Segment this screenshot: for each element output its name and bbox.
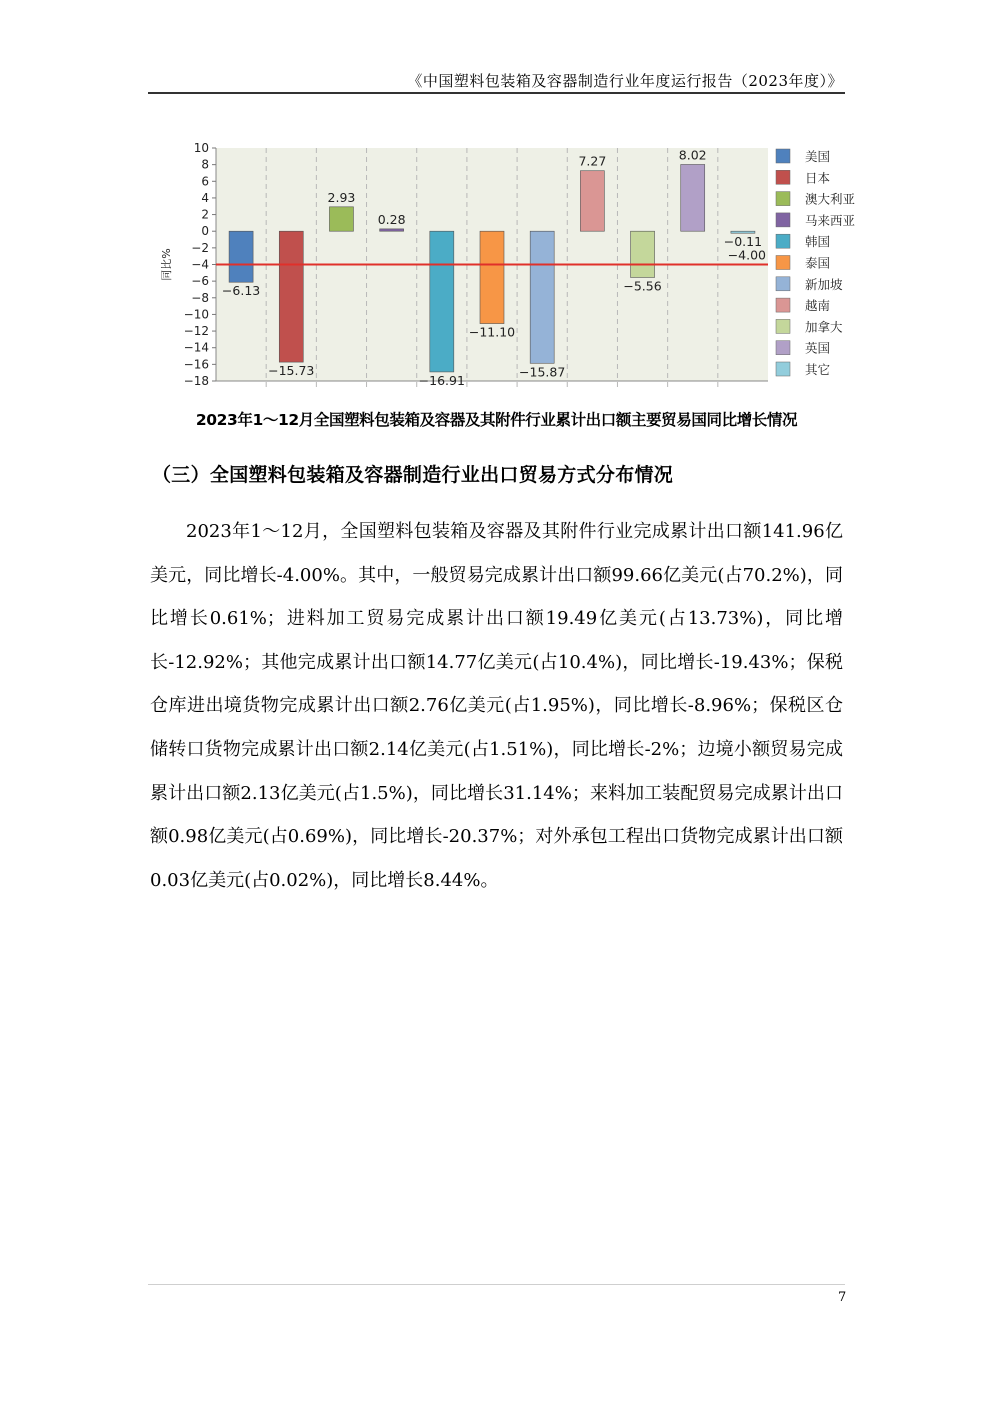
- body-paragraph: 2023年1～12月，全国塑料包装箱及容器及其附件行业完成累计出口额141.96亿美元，同比增长-4.00%。其中，一般贸易完成累计出口额99.66亿美元(占70.2%)，同比增长0.61%；进料加工贸易完成累计出口额19.49亿美元(占13.73%)，同比增长-12.92%；其他完成累计出口额14.77亿美元(占10.4%)，同比增长-19.43%；保税仓库进出境货物完成累计出口额2.76亿美元(占1.95%)，同比增长-8.96%；保税区仓储转口货物完成累计出口额2.14亿美元(占1.51%)，同比增长-2%；边境小额贸易完成累计出口额2.13亿美元(占1.5%)，同比增长31.14%；来料加工装配贸易完成累计出口额0.98亿美元(占0.69%)，同比增长-20.37%；对外承包工程出口货物完成累计出口额0.03亿美元(占0.02%)，同比增长8.44%。: [150, 521, 843, 891]
- legend-label: 泰国: [805, 255, 831, 271]
- legend-swatch: [776, 234, 790, 248]
- bar: [229, 231, 253, 282]
- bar: [480, 231, 504, 323]
- y-tick-label: 10: [193, 141, 209, 155]
- bar-value-label: 7.27: [578, 153, 607, 169]
- legend-label: 日本: [805, 170, 831, 186]
- y-tick-label: 6: [201, 174, 209, 189]
- legend-label: 马来西亚: [805, 212, 856, 228]
- footer-rule: [148, 1284, 845, 1285]
- y-tick-label: −6: [191, 274, 209, 289]
- bar: [681, 164, 705, 231]
- legend-label: 其它: [805, 362, 831, 377]
- y-tick-label: −16: [183, 357, 209, 372]
- legend-swatch: [776, 213, 790, 227]
- legend-label: 韩国: [805, 234, 831, 250]
- bar-value-label: −15.87: [519, 364, 566, 380]
- yoy-growth-bar-chart: [148, 136, 868, 398]
- y-tick-label: 0: [201, 224, 209, 239]
- bar-value-label: 2.93: [327, 189, 356, 205]
- bar-value-label: −5.56: [623, 278, 662, 294]
- legend-label: 美国: [805, 149, 831, 164]
- y-tick-label: −14: [183, 340, 209, 355]
- legend-swatch: [776, 256, 790, 270]
- bar-value-label: 8.02: [678, 147, 707, 163]
- legend-swatch: [776, 341, 790, 355]
- bar: [279, 231, 303, 362]
- legend-swatch: [776, 192, 790, 206]
- bar: [530, 231, 554, 363]
- y-tick-label: 4: [201, 190, 209, 205]
- y-tick-label: −10: [183, 307, 209, 322]
- bar: [731, 231, 755, 233]
- section-heading: （三）全国塑料包装箱及容器制造行业出口贸易方式分布情况: [152, 464, 674, 486]
- y-tick-label: −18: [183, 374, 209, 388]
- bar-value-label: −11.10: [468, 324, 516, 340]
- legend-swatch: [776, 319, 790, 333]
- legend-swatch: [776, 362, 790, 376]
- legend-swatch: [776, 277, 790, 291]
- page-number: 7: [838, 1290, 847, 1305]
- legend-label: 加拿大: [805, 319, 843, 335]
- bar: [329, 207, 353, 231]
- bar: [380, 229, 404, 231]
- bar-value-label: −16.91: [418, 372, 465, 388]
- bar: [631, 231, 655, 277]
- bar-value-label: 0.28: [377, 211, 406, 227]
- legend-label: 英国: [805, 340, 831, 356]
- bar: [580, 171, 604, 231]
- legend-label: 新加坡: [805, 276, 843, 292]
- bar-value-label: −15.73: [268, 363, 315, 379]
- y-tick-label: −8: [191, 290, 209, 305]
- reference-line-label: −4.00: [727, 247, 766, 263]
- bar-value-label: −0.11: [723, 234, 763, 250]
- legend-swatch: [776, 149, 790, 163]
- bar-value-label: −6.13: [221, 283, 261, 299]
- legend-label: 越南: [805, 298, 831, 314]
- chart-caption: 2023年1～12月全国塑料包装箱及容器及其附件行业累计出口额主要贸易国同比增长情况: [195, 411, 798, 429]
- bar: [430, 231, 454, 372]
- legend-label: 澳大利亚: [805, 191, 856, 207]
- y-axis-label: 同比%: [160, 248, 173, 281]
- y-tick-label: 2: [201, 207, 209, 222]
- y-tick-label: −12: [183, 324, 209, 339]
- y-tick-label: −4: [191, 257, 209, 272]
- legend-swatch: [776, 298, 790, 312]
- y-tick-label: −2: [191, 240, 209, 255]
- y-tick-label: 8: [201, 157, 209, 172]
- legend-swatch: [776, 170, 790, 184]
- header-rule: [148, 92, 845, 94]
- page-header-title: 《中国塑料包装箱及容器制造行业年度运行报告（2023年度）》: [407, 72, 843, 90]
